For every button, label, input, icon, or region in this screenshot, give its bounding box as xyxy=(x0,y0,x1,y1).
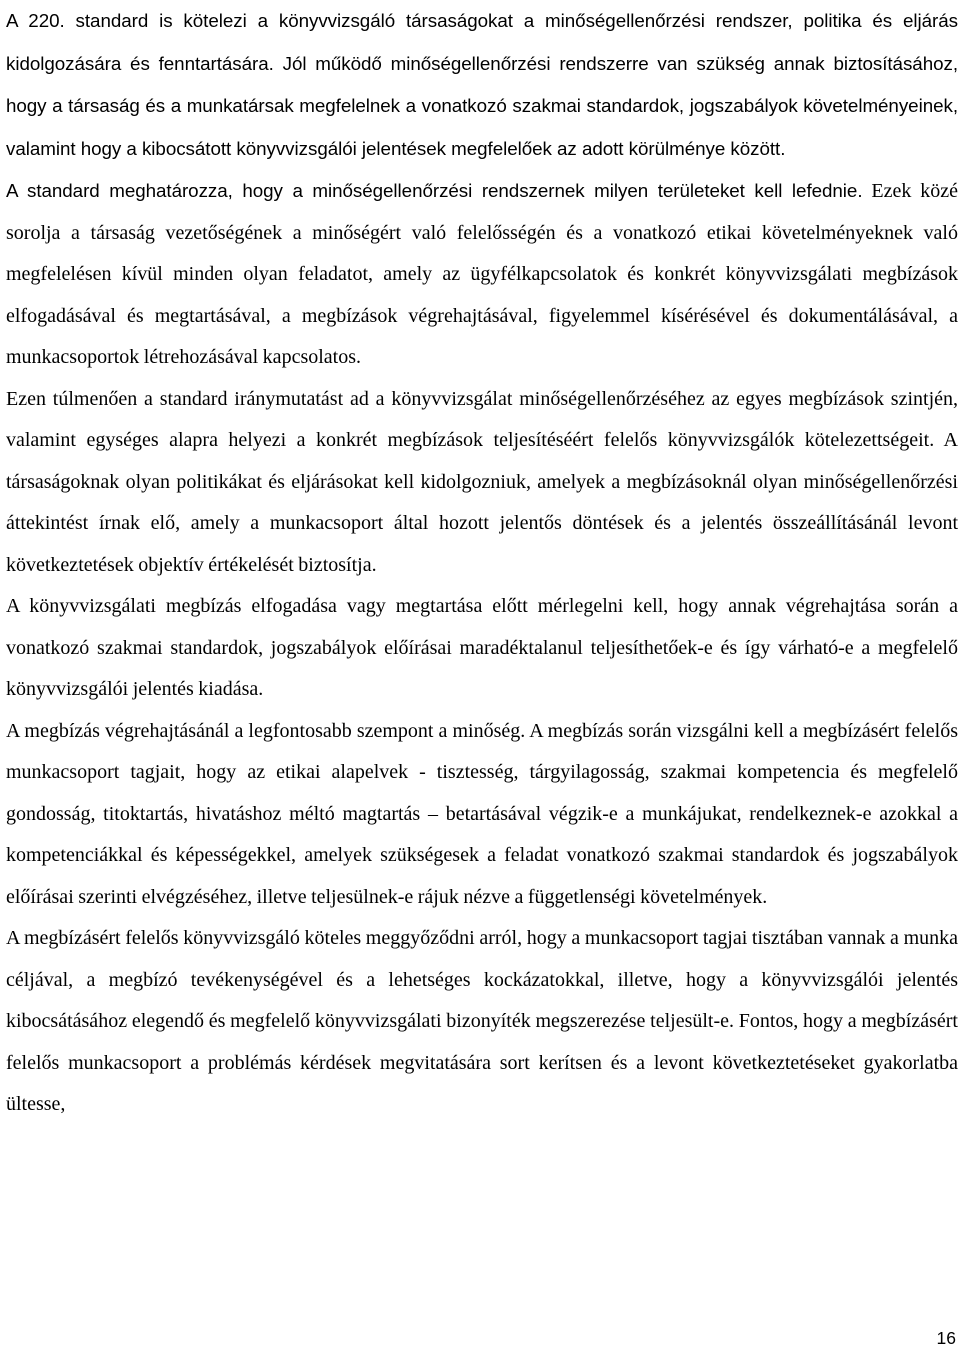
paragraph-5 xyxy=(6,711,958,919)
paragraph-3-text: Ezen túlmenően a standard iránymutatást ad a könyvvizsgálat minőségellenőrzéséhez az egyes megbízások szintjén, valamint egységes alapra helyezi a konkrét megbízások teljesítéséért felelős könyvvizsgálók kötelezettségeit. A társaságoknak olyan politikákat és eljárásokat kell kidolgozniuk, amelyek a megbízásoknál olyan minőségellenőrzési áttekintést írnak elő, amely a munkacsoport által hozott jelentős döntések és a jelentés összeállításánál levont következtetések objektív értékelését biztosítja. xyxy=(6,387,958,576)
page-number: 16 xyxy=(936,1328,956,1348)
paragraph-4 xyxy=(6,586,958,711)
paragraph-4-text: A könyvvizsgálati megbízás elfogadása vagy megtartása előtt mérlegelni kell, hogy annak végrehajtása során a vonatkozó szakmai standardok, jogszabályok előírásai maradéktalanul teljesíthetőek-e és így várható-e a megfelelő könyvvizsgálói jelentés kiadása. xyxy=(6,595,958,700)
paragraph-2-lead-text: A standard meghatározza, hogy a minőségellenőrzési rendszernek milyen területeket kell lefednie. xyxy=(6,180,863,201)
paragraph-2 xyxy=(6,170,958,379)
paragraph-5-text: A megbízás végrehajtásánál a legfontosabb szempont a minőség. A megbízás során vizsgálni kell a megbízásért felelős munkacsoport tagjait, hogy az etikai alapelvek - tisztesség, tárgyilagosság, szakmai kompetencia és megfelelő gondosság, titoktartás, hivatáshoz méltó magtartás – betartásával végzik-e a munkájukat, rendelkeznek-e azokkal a kompetenciákkal és képességekkel, amelyek szükségesek a feladat vonatkozó szakmai standardok és jogszabályok előírásai szerinti elvégzéséhez, illetve teljesülnek-e rájuk nézve a függetlenségi követelmények. xyxy=(6,719,958,908)
paragraph-6-text: A megbízásért felelős könyvvizsgáló köteles meggyőződni arról, hogy a munkacsoport tagjai tisztában vannak a munka céljával, a megbízó tevékenységével és a lehetséges kockázatokkal, illetve, hogy a könyvvizsgálói jelentés kibocsátásához elegendő és megfelelő könyvvizsgálati bizonyíték megszerezése teljesült-e. Fontos, hogy a megbízásért felelős munkacsoport a problémás kérdések megvitatására sort kerítsen és a levont következtetéseket gyakorlatba ültesse, xyxy=(6,927,958,1115)
paragraph-6 xyxy=(6,918,958,1126)
paragraph-3 xyxy=(6,379,958,587)
paragraph-2-text: Ezek közé sorolja a társaság vezetőségének a minőségért való felelősségén és a vonatkozó etikai követelményeknek való megfelelésen kívül minden olyan feladatot, amely az ügyfélkapcsolatok és konkrét könyvvizsgálati megbízások elfogadásával és megtartásával, a megbízások végrehajtásával, figyelemmel kísérésével és dokumentálásával, a munkacsoportok létrehozásával kapcsolatos. xyxy=(6,180,958,368)
paragraph-1 xyxy=(6,0,958,170)
body-text xyxy=(6,0,958,1126)
paragraph-1-text: A 220. standard is kötelezi a könyvvizsgáló társaságokat a minőségellenőrzési rendszer, politika és eljárás kidolgozására és fenntartására. Jól működő minőségellenőrzési rendszerre van szükség annak biztosításához, hogy a társaság és a munkatársak megfelelnek a vonatkozó szakmai standardok, jogszabályok követelményeinek, valamint hogy a kibocsátott könyvvizsgálói jelentések megfelelőek az adott körülménye között. xyxy=(6,10,958,159)
